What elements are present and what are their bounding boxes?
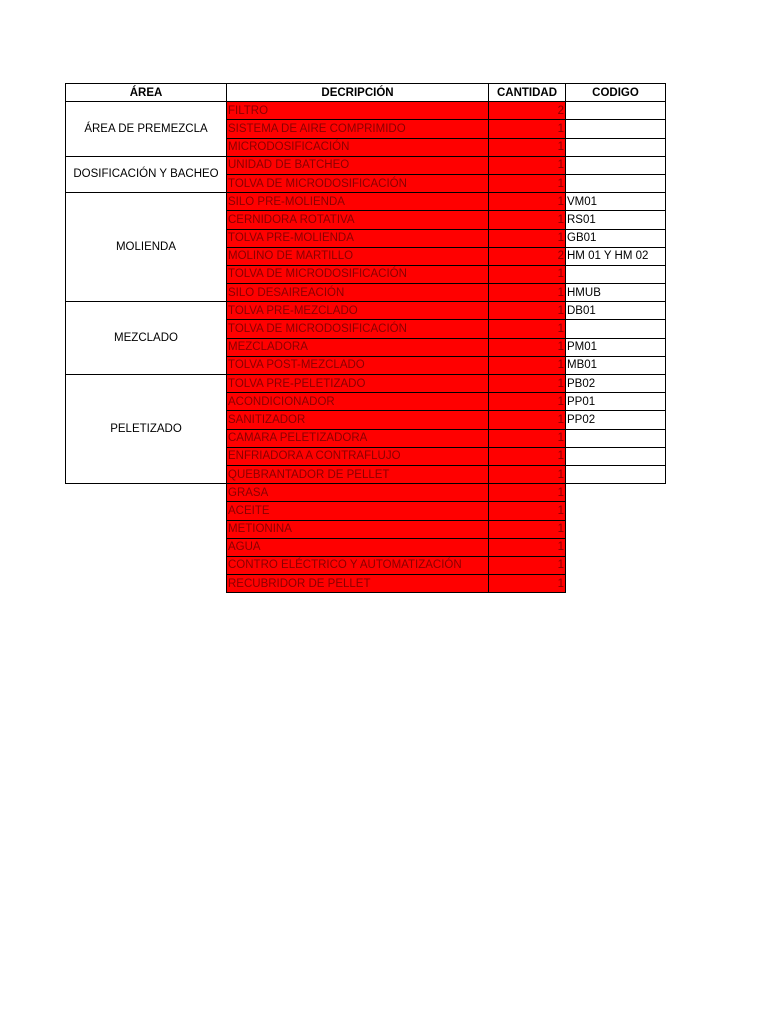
empty-area-cell	[66, 538, 227, 556]
description-cell: TOLVA PRE-MEZCLADO	[227, 302, 489, 320]
code-cell	[566, 138, 666, 156]
code-cell	[566, 120, 666, 138]
quantity-cell: 1	[489, 556, 566, 574]
quantity-cell: 1	[489, 302, 566, 320]
description-cell: TOLVA DE MICRODOSIFICACIÓN	[227, 320, 489, 338]
quantity-cell: 1	[489, 338, 566, 356]
area-name: ÁREA DE PREMEZCLA	[66, 102, 227, 157]
description-cell: FILTRO	[227, 102, 489, 120]
code-cell: PB02	[566, 375, 666, 393]
description-cell: METIONINA	[227, 520, 489, 538]
quantity-cell: 1	[489, 265, 566, 283]
quantity-cell: 1	[489, 138, 566, 156]
description-cell: SANITIZADOR	[227, 411, 489, 429]
header-row	[66, 84, 666, 102]
description-cell: TOLVA PRE-PELETIZADO	[227, 375, 489, 393]
table-row	[66, 484, 666, 502]
empty-code-cell	[566, 484, 666, 502]
description-cell: AGUA	[227, 538, 489, 556]
header-description: DECRIPCIÓN	[227, 84, 489, 102]
table-row	[66, 302, 666, 320]
description-cell: UNIDAD DE BATCHEO	[227, 156, 489, 174]
quantity-cell: 1	[489, 193, 566, 211]
table-row	[66, 556, 666, 574]
area-name: DOSIFICACIÓN Y BACHEO	[66, 156, 227, 192]
quantity-cell: 1	[489, 211, 566, 229]
code-cell	[566, 447, 666, 465]
empty-code-cell	[566, 575, 666, 593]
quantity-cell: 1	[489, 320, 566, 338]
empty-area-cell	[66, 575, 227, 593]
code-cell: HM 01 Y HM 02	[566, 247, 666, 265]
description-cell: MEZCLADORA	[227, 338, 489, 356]
table-header	[66, 84, 666, 102]
code-cell: MB01	[566, 356, 666, 374]
description-cell: ENFRIADORA A CONTRAFLUJO	[227, 447, 489, 465]
table-row	[66, 156, 666, 174]
description-cell: TOLVA POST-MEZCLADO	[227, 356, 489, 374]
area-name: MEZCLADO	[66, 302, 227, 375]
code-cell	[566, 465, 666, 483]
quantity-cell: 1	[489, 356, 566, 374]
area-name: MOLIENDA	[66, 193, 227, 302]
quantity-cell: 1	[489, 429, 566, 447]
description-cell: RECUBRIDOR DE PELLET	[227, 575, 489, 593]
description-cell: ACEITE	[227, 502, 489, 520]
area-name: PELETIZADO	[66, 375, 227, 484]
quantity-cell: 2	[489, 102, 566, 120]
code-cell	[566, 174, 666, 192]
code-cell	[566, 265, 666, 283]
description-cell: CAMARA PELETIZADORA	[227, 429, 489, 447]
code-cell: RS01	[566, 211, 666, 229]
quantity-cell: 1	[489, 156, 566, 174]
quantity-cell: 1	[489, 538, 566, 556]
code-cell: PM01	[566, 338, 666, 356]
code-cell: DB01	[566, 302, 666, 320]
description-cell: TOLVA DE MICRODOSIFICACIÓN	[227, 265, 489, 283]
table-row	[66, 575, 666, 593]
header-code: CODIGO	[566, 84, 666, 102]
description-cell: SILO DESAIREACIÓN	[227, 284, 489, 302]
empty-area-cell	[66, 556, 227, 574]
code-cell	[566, 429, 666, 447]
description-cell: TOLVA PRE-MOLIENDA	[227, 229, 489, 247]
empty-code-cell	[566, 520, 666, 538]
quantity-cell: 1	[489, 484, 566, 502]
description-cell: QUEBRANTADOR DE PELLET	[227, 465, 489, 483]
quantity-cell: 1	[489, 575, 566, 593]
empty-area-cell	[66, 520, 227, 538]
code-cell	[566, 320, 666, 338]
table-row	[66, 375, 666, 393]
description-cell: CONTRO ELÉCTRICO Y AUTOMATIZACIÓN	[227, 556, 489, 574]
quantity-cell: 1	[489, 284, 566, 302]
empty-area-cell	[66, 502, 227, 520]
code-cell: GB01	[566, 229, 666, 247]
code-cell: PP02	[566, 411, 666, 429]
quantity-cell: 1	[489, 120, 566, 138]
quantity-cell: 1	[489, 229, 566, 247]
code-cell: HMUB	[566, 284, 666, 302]
quantity-cell: 1	[489, 465, 566, 483]
quantity-cell: 1	[489, 502, 566, 520]
empty-code-cell	[566, 538, 666, 556]
equipment-sheet	[65, 83, 666, 593]
code-cell: PP01	[566, 393, 666, 411]
description-cell: TOLVA DE MICRODOSIFICACIÓN	[227, 174, 489, 192]
quantity-cell: 1	[489, 174, 566, 192]
table-row	[66, 502, 666, 520]
table-row	[66, 520, 666, 538]
description-cell: SISTEMA DE AIRE COMPRIMIDO	[227, 120, 489, 138]
description-cell: SILO PRE-MOLIENDA	[227, 193, 489, 211]
code-cell	[566, 156, 666, 174]
quantity-cell: 2	[489, 247, 566, 265]
quantity-cell: 1	[489, 411, 566, 429]
quantity-cell: 1	[489, 447, 566, 465]
header-quantity: CANTIDAD	[489, 84, 566, 102]
quantity-cell: 1	[489, 375, 566, 393]
description-cell: GRASA	[227, 484, 489, 502]
table-row	[66, 102, 666, 120]
table-body	[66, 102, 666, 593]
table-row	[66, 193, 666, 211]
equipment-table	[65, 83, 666, 593]
empty-code-cell	[566, 556, 666, 574]
table-row	[66, 538, 666, 556]
header-area: ÁREA	[66, 84, 227, 102]
description-cell: MOLINO DE MARTILLO	[227, 247, 489, 265]
description-cell: MICRODOSIFICACIÓN	[227, 138, 489, 156]
description-cell: CERNIDORA ROTATIVA	[227, 211, 489, 229]
quantity-cell: 1	[489, 393, 566, 411]
code-cell: VM01	[566, 193, 666, 211]
description-cell: ACONDICIONADOR	[227, 393, 489, 411]
empty-code-cell	[566, 502, 666, 520]
empty-area-cell	[66, 484, 227, 502]
quantity-cell: 1	[489, 520, 566, 538]
code-cell	[566, 102, 666, 120]
